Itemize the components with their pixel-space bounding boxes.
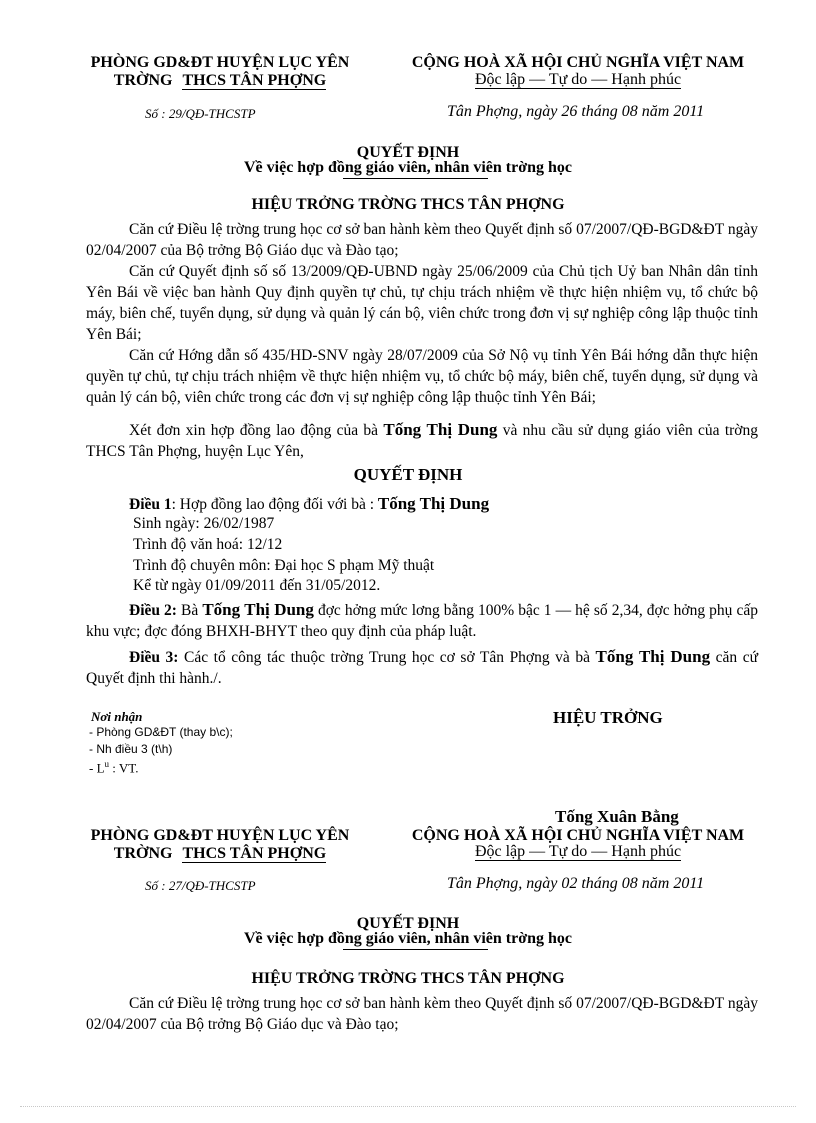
- article-1: [129, 494, 489, 514]
- article-2: [86, 599, 758, 642]
- recipient-3-text: - L: [89, 760, 105, 776]
- article-3-label: Điều 3:: [129, 649, 179, 666]
- place-date-2: Tân Phợng, ngày 02 tháng 08 năm 2011: [447, 875, 705, 892]
- decision-subtitle-2: Về việc hợp đồng giáo viên, nhân viên trờng học: [244, 930, 572, 947]
- education-level: Trình độ văn hoá: 12/12: [133, 536, 283, 553]
- issuing-authority-2: HIỆU TRỞNG TRỜNG THCS TÂN PHỢNG: [251, 970, 565, 987]
- place-date: Tân Phợng, ngày 26 tháng 08 năm 2011: [447, 103, 705, 120]
- article-1-label: Điều 1: [129, 496, 172, 513]
- recipient-3-sup: u: [104, 759, 110, 769]
- recipient-1: - Phòng GD&ĐT (thay b\c);: [89, 725, 233, 739]
- article-2-label: Điều 2:: [129, 602, 177, 619]
- recipient-2: - Nh điều 3 (t\h): [89, 742, 173, 756]
- article-1-text: : Hợp đồng lao động đối với bà :: [171, 496, 378, 513]
- date-of-birth: Sinh ngày: 26/02/1987: [133, 515, 275, 532]
- signer-name: Tống Xuân Bằng: [555, 807, 679, 826]
- article-3-text-b: căn cứ Quyết định thi hành./.: [86, 649, 758, 687]
- recipient-3: [89, 759, 139, 776]
- recipients-title: Nơi nhận: [91, 709, 143, 724]
- decision-title: QUYẾT ĐỊNH: [356, 144, 460, 161]
- professional-qualification: Trình độ chuyên môn: Đại học S phạm Mỹ thuật: [133, 557, 435, 574]
- national-motto: [388, 71, 768, 89]
- para4-text-b: và nhu cầu sử dụng giáo viên của trờng THCS Tân Phợng, huyện Lục Yên,: [86, 422, 758, 460]
- agency-name: PHÒNG GD&ĐT HUYỆN LỤC YÊN: [90, 54, 350, 71]
- basis-paragraph-4: [86, 419, 758, 462]
- contract-period: Kể từ ngày 01/09/2011 đến 31/05/2012.: [133, 577, 381, 594]
- article-2-name: Tống Thị Dung: [202, 600, 314, 619]
- para4-text-a: Xét đơn xin hợp đồng lao động của bà: [129, 422, 384, 439]
- document-number: Số : 29/QĐ-THCSTP: [145, 106, 256, 121]
- article-3-name: Tống Thị Dung: [595, 647, 711, 666]
- page-bottom-divider: [20, 1106, 796, 1107]
- basis-paragraph-3: Căn cứ Hớng dẫn số 435/HD-SNV ngày 28/07/2009 của Sở Nộ vụ tỉnh Yên Bái hớng dẫn thực hiện quyền tự chủ, tự chịu trách nhiệm về thực hiện nhiệm vụ, tổ chức bộ máy, biên chế, tuyển dụng, sử dụng và quản lý cán bộ, viên chức trong các đơn vị sự nghiệp công lập thuộc tỉnh Yên Bái;: [86, 347, 758, 406]
- basis-paragraph-1-doc2: Căn cứ Điều lệ trờng trung học cơ sở ban hành kèm theo Quyết định số 07/2007/QĐ-BGD&ĐT ngày 02/04/2007 của Bộ trởng Bộ Giáo dục và Đào tạo;: [86, 995, 758, 1033]
- document-number-2: Số : 27/QĐ-THCSTP: [145, 878, 256, 893]
- national-title-2: CỘNG HOÀ XÃ HỘI CHỦ NGHĨA VIỆT NAM: [411, 827, 745, 844]
- article-3-text-a: Các tổ công tác thuộc trờng Trung học cơ sở Tân Phợng và bà: [178, 649, 596, 666]
- signer-title: HIỆU TRỞNG: [553, 708, 663, 727]
- agency-name-2: PHÒNG GD&ĐT HUYỆN LỤC YÊN: [90, 827, 350, 844]
- decision-subtitle: Về việc hợp đồng giáo viên, nhân viên trờng học: [244, 159, 572, 176]
- article-1-name: Tống Thị Dung: [377, 494, 490, 513]
- school-name-underlined: THCS TÂN PHỢNG: [182, 72, 327, 89]
- motto-text-2: Độc lập — Tự do — Hạnh phúc: [474, 843, 682, 860]
- motto-text: Độc lập — Tự do — Hạnh phúc: [474, 71, 682, 88]
- school-name-underlined-2: THCS TÂN PHỢNG: [182, 845, 327, 862]
- school-name: [70, 72, 370, 90]
- subtitle-rule: [343, 178, 488, 179]
- school-name-2: [70, 845, 370, 863]
- national-motto-2: [388, 843, 768, 861]
- article-3: [86, 646, 758, 689]
- national-title: CỘNG HOÀ XÃ HỘI CHỦ NGHĨA VIỆT NAM: [411, 54, 745, 71]
- employee-name: Tống Thị Dung: [383, 420, 498, 439]
- school-prefix-2: TRỜNG: [113, 845, 173, 862]
- basis-paragraph-1: Căn cứ Điều lệ trờng trung học cơ sở ban hành kèm theo Quyết định số 07/2007/QĐ-BGD&ĐT ngày 02/04/2007 của Bộ trởng Bộ Giáo dục và Đào tạo;: [86, 221, 758, 259]
- issuing-authority: HIỆU TRỞNG TRỜNG THCS TÂN PHỢNG: [251, 196, 565, 213]
- recipient-3-end: : VT.: [109, 760, 139, 776]
- article-2-text-a: Bà: [176, 602, 203, 619]
- decision-title-2: QUYẾT ĐỊNH: [356, 915, 460, 932]
- basis-paragraph-2: Căn cứ Quyết định số số 13/2009/QĐ-UBND ngày 25/06/2009 của Chủ tịch Uỷ ban Nhân dân tỉnh Yên Bái về việc ban hành Quy định quyền tự chủ, tự chịu trách nhiệm về thực hiện nhiệm vụ, tổ chức bộ máy, biên chế, tuyển dụng, sử dụng và quản lý cán bộ, viên chức trong đơn vị sự nghiệp công lập thuộc tỉnh Yên Bái;: [86, 263, 758, 343]
- article-2-text-b: đợc hởng mức lơng bằng 100% bậc 1 — hệ số 2,34, đợc hởng phụ cấp khu vực; đợc đóng BHXH-BHYT theo quy định của pháp luật.: [86, 602, 758, 640]
- subtitle-rule-2: [343, 949, 488, 950]
- decision-heading: QUYẾT ĐỊNH: [353, 465, 463, 484]
- school-prefix: TRỜNG: [113, 72, 173, 89]
